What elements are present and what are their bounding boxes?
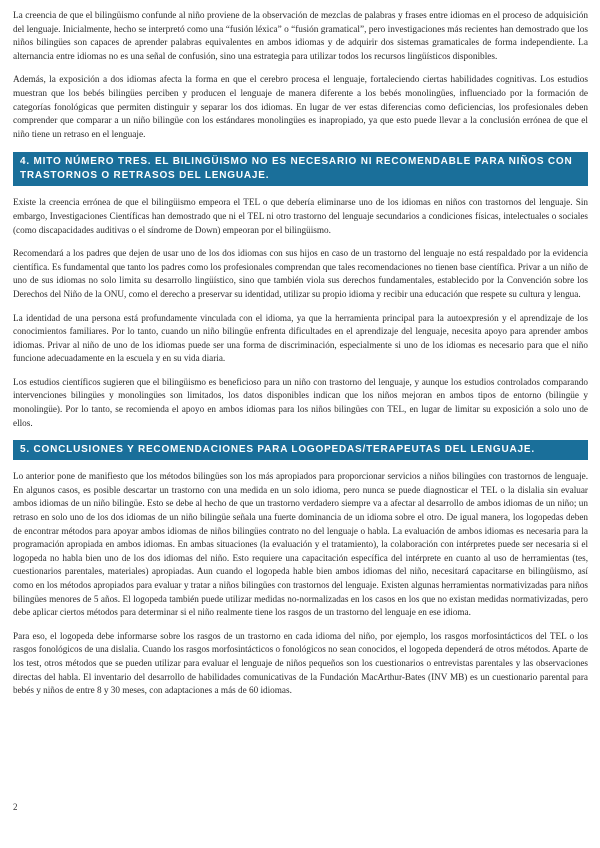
body-paragraph: Para eso, el logopeda debe informarse sobre los rasgos de un trastorno en cada idioma del niño, por ejemplo, los rasgos morfosintácticos del TEL o los rasgos fonológicos de una dislalia. Cuando los rasgos morfosintácticos o fonológicos no sean conocidos, el logopeda dependerá de otros métodos. Aparte de los test, otros métodos que se pueden utilizar para evaluar el lenguaje de niños pequeños son los cuestionarios o entrevistas parentales y las observaciones directas del habla. El inventario del desarrollo de habilidades comunicativas de la Fundación MacArthur-Bates (INV MB) es un cuestionario parental para bebés y niños de entre 8 y 30 meses, con adaptaciones a más de 60 idiomas. [13, 630, 588, 696]
body-paragraph: Existe la creencia errónea de que el bilingüismo empeora el TEL o que debería eliminarse uno de los idiomas en niños con trastornos del lenguaje. Sin embargo, Investigaciones Científicas han demostrado que ni el TEL ni otro trastorno del lenguaje secundarios a condiciones físicas, intelectuales o sociales (como discapacidades auditivas o el síndrome de Down) empeoran por el bilingüismo. [13, 197, 588, 235]
body-paragraph: Recomendará a los padres que dejen de usar uno de los dos idiomas con sus hijos en caso de un trastorno del lenguaje no está respaldado por la evidencia científica. Es fundamental que tanto los padres como los profesionales comprendan que tales recomendaciones no tienen base científica. Privar a un niño de uno de sus idiomas no solo limita su desarrollo lingüístico, sino que también viola sus derechos fundamentales, establecido por la Convención sobre los Derechos del Niño de la ONU, como el derecho a preservar su identidad, utilizar su propio idioma y recibir una educación que respete su cultura y lengua. [13, 248, 588, 299]
body-paragraph: La creencia de que el bilingüismo confunde al niño proviene de la observación de mezclas de palabras y frases entre idiomas en el proceso de adquisición del lenguaje. Inicialmente, hecho se interpretó como una “fusión léxica” o “fusión gramatical”, pero investigaciones más recientes han demostrado que los niños bilingües son capaces de aprender palabras equivalentes en ambos idiomas y de adquirir dos sistemas gramaticales de forma independiente. La alternancia entre idiomas no es una señal de confusión, sino una estrategia para utilizar todos los recursos lingüísticos disponibles. [13, 11, 588, 62]
section-4-heading: 4. MITO NÚMERO TRES. EL BILINGÜISMO NO ES NECESARIO NI RECOMENDABLE PARA NIÑOS CON TRASTORNOS O RETRASOS DEL LENGUAJE. [13, 152, 588, 186]
body-paragraph: Además, la exposición a dos idiomas afecta la forma en que el cerebro procesa el lenguaje, fortaleciendo ciertas habilidades cognitivas. Los estudios muestran que los bebés bilingües perciben y producen el lenguaje de manera diferente a los bebés monolingües, influenciado por la formación de categorías fonológicas que permiten distinguir y separar los dos idiomas. En lugar de ver estas diferencias como deficiencias, los profesionales deben comprender que comparar a un niño bilingüe con los estándares monolingües es inapropiado, ya que esto puede llevar a la conclusión errónea de que el niño tiene un retraso en el lenguaje. [13, 75, 588, 140]
body-paragraph: Lo anterior pone de manifiesto que los métodos bilingües son los más apropiados para proporcionar servicios a niños bilingües con trastornos de lenguaje. En algunos casos, es posible descartar un trastorno con una medida en un solo idioma, pero nunca se puede diagnosticar el TEL o la dislalia sin evaluar ambos idiomas de un niño bilingüe. Esto se debe al hecho de que un trastorno verdadero siempre va a afectar al desarrollo de ambos idiomas de un niño; un retraso en solo uno de los dos idiomas de un niño bilingüe señala una fuerte dominancia de un idioma sobre el otro. De igual manera, los logopedas deben de encontrar métodos para apoyar ambos idiomas de niños bilingües contrato no del lenguaje o habla. La evaluación de ambos idiomas es necesaria para la programación apropiada en ambos idiomas. En ambas situaciones (la evaluación y el tratamiento), la colaboración con intérpretes puede ser necesaria si el logopeda no habla bien uno de los dos idiomas del niño. Esto requiere una capacitación específica del intérprete en cuanto al uso de herramientas (tes, cuestionarios parentales, materiales) apropiadas. Aun cuando el logopeda hable bien ambos idiomas del niño, necesitará capacitarse en bilingüismo, así como en los métodos apropiados para evaluar y tratar a niños bilingües con trastornos del lenguaje. Existen algunas herramientas normativizadas para niños bilingües menores de 5 años. El logopeda también puede utilizar medidas no-normalizadas en los casos en los que no existan medidas normativizadas, pero debe aplicar ciertos métodos para determinar si el niño realmente tiene los rasgos de un trastorno del lenguaje en ese idioma. [13, 471, 588, 618]
page-number: 2 [13, 802, 18, 812]
section-5-heading: 5. CONCLUSIONES Y RECOMENDACIONES PARA LOGOPEDAS/TERAPEUTAS DEL LENGUAJE. [13, 440, 588, 460]
page-content [13, 10, 588, 708]
body-paragraph: La identidad de una persona está profundamente vinculada con el idioma, ya que la herramienta principal para la autoexpresión y el aprendizaje de los conocimientos familiares. Por lo tanto, cuando un niño bilingüe enfrenta dificultades en el aprendizaje del lenguaje, necesita apoyo para aprender ambos idiomas. Privar al niño de uno de los idiomas puede ser una forma de discriminación, especialmente si uno de los idiomas es necesario para que el niño funcione adecuadamente en la escuela y en su vida diaria. [13, 312, 588, 364]
body-paragraph: Los estudios científicos sugieren que el bilingüismo es beneficioso para un niño con trastorno del lenguaje, y aunque los estudios controlados comparando intervenciones bilingües y monolingües son limitados, los datos disponibles indican que los niños mejoran en ambos tipos de entorno (bilingüe y monolingüe). Por lo tanto, se recomienda el apoyo en ambos idiomas para los niños bilingües con TEL, en lugar de limitar su exposición a solo uno de ellos. [13, 376, 588, 428]
